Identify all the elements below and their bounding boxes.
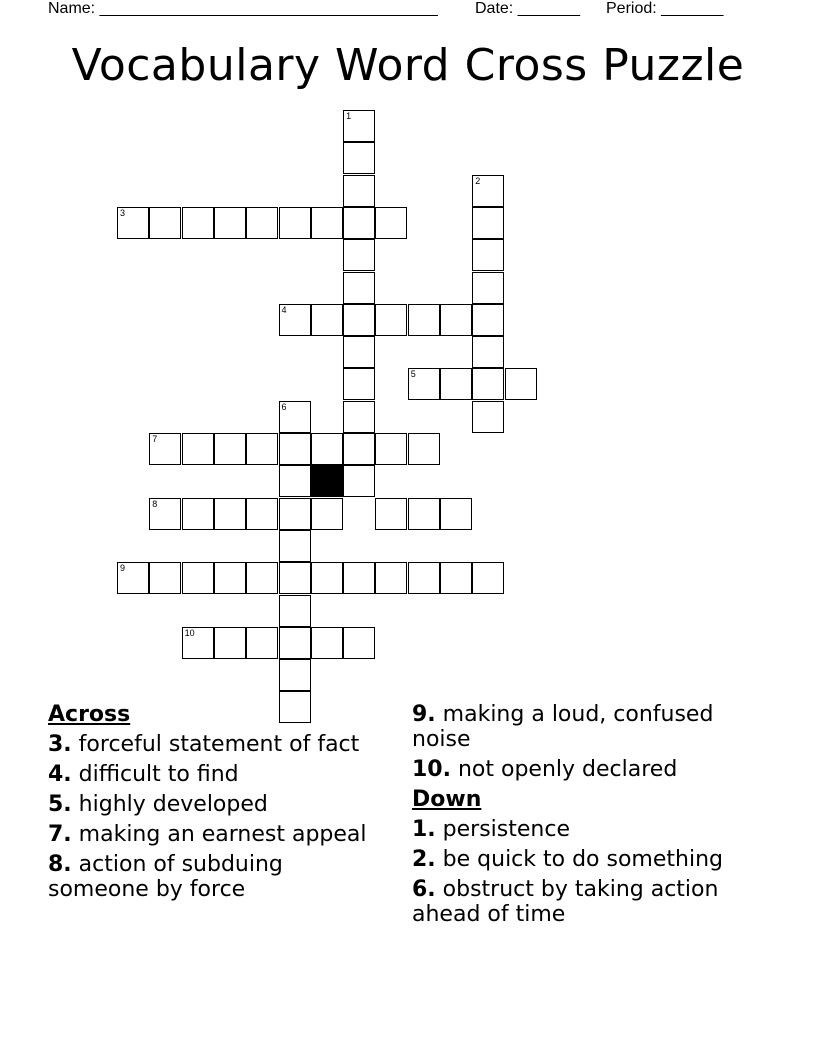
clue-number: 5.: [48, 792, 72, 817]
crossword-cell[interactable]: [279, 530, 311, 562]
crossword-cell[interactable]: [246, 498, 278, 530]
crossword-cell[interactable]: [472, 207, 504, 239]
crossword-cell[interactable]: [408, 304, 440, 336]
crossword-cell[interactable]: [408, 433, 440, 465]
clue-across-5: [48, 792, 388, 817]
crossword-cell[interactable]: [214, 627, 246, 659]
clue-text: be quick to do something: [442, 847, 723, 872]
crossword-cell[interactable]: [182, 433, 214, 465]
clue-text: highly developed: [78, 792, 268, 817]
crossword-cell[interactable]: [343, 239, 375, 271]
crossword-cell[interactable]: [182, 498, 214, 530]
crossword-cell[interactable]: [375, 498, 407, 530]
crossword-cell[interactable]: [343, 272, 375, 304]
crossword-cell[interactable]: [343, 110, 375, 142]
crossword-cell[interactable]: [343, 465, 375, 497]
crossword-cell[interactable]: [505, 368, 537, 400]
clue-across-10: [412, 757, 752, 782]
crossword-cell[interactable]: [149, 562, 181, 594]
clue-number: 10.: [412, 757, 451, 782]
crossword-cell[interactable]: [343, 627, 375, 659]
clue-down-6: [412, 877, 752, 927]
crossword-cell[interactable]: [279, 595, 311, 627]
crossword-cell[interactable]: [311, 207, 343, 239]
crossword-cell[interactable]: [214, 498, 246, 530]
crossword-cell[interactable]: [279, 433, 311, 465]
crossword-cell[interactable]: [343, 304, 375, 336]
crossword-cell[interactable]: [246, 207, 278, 239]
crossword-cell[interactable]: [311, 562, 343, 594]
black-cell: [311, 465, 343, 497]
crossword-cell[interactable]: [472, 562, 504, 594]
clue-number: 9.: [412, 702, 436, 727]
crossword-cell[interactable]: [343, 433, 375, 465]
name-field-label[interactable]: Name: ______________________________________: [48, 0, 438, 17]
crossword-cell[interactable]: [343, 336, 375, 368]
clue-text: making an earnest appeal: [78, 822, 367, 847]
crossword-cell[interactable]: [311, 498, 343, 530]
clue-number: 4.: [48, 762, 72, 787]
cell-number: 9: [120, 563, 126, 574]
crossword-cell[interactable]: [279, 498, 311, 530]
clue-text: not openly declared: [457, 757, 678, 782]
crossword-cell[interactable]: [149, 433, 181, 465]
crossword-cell[interactable]: [440, 368, 472, 400]
crossword-cell[interactable]: [472, 368, 504, 400]
crossword-cell[interactable]: [311, 304, 343, 336]
crossword-cell[interactable]: [343, 175, 375, 207]
clue-across-9: [412, 702, 752, 752]
clue-text: forceful statement of fact: [78, 732, 360, 757]
down-heading: Down: [412, 787, 482, 812]
crossword-cell[interactable]: [149, 207, 181, 239]
crossword-cell[interactable]: [279, 304, 311, 336]
crossword-cell[interactable]: [214, 207, 246, 239]
crossword-cell[interactable]: [279, 465, 311, 497]
date-field-label[interactable]: Date: _______: [475, 0, 580, 17]
clues-right-column: [412, 702, 752, 932]
across-heading: Across: [48, 702, 131, 727]
clue-across-3: [48, 732, 388, 757]
crossword-cell[interactable]: [375, 433, 407, 465]
crossword-cell[interactable]: [472, 401, 504, 433]
clue-across-4: [48, 762, 388, 787]
crossword-cell[interactable]: [214, 433, 246, 465]
crossword-cell[interactable]: [246, 562, 278, 594]
cell-number: 8: [152, 498, 158, 509]
cell-number: 7: [152, 434, 158, 444]
crossword-cell[interactable]: [472, 336, 504, 368]
clue-number: 8.: [48, 852, 72, 877]
crossword-cell[interactable]: [375, 207, 407, 239]
clue-across-7: [48, 822, 388, 847]
cell-number: 5: [410, 369, 416, 380]
clue-number: 2.: [412, 847, 436, 872]
crossword-cell[interactable]: [472, 175, 504, 207]
crossword-cell[interactable]: [472, 272, 504, 304]
crossword-cell[interactable]: [343, 562, 375, 594]
crossword-cell[interactable]: [440, 304, 472, 336]
crossword-cell[interactable]: [343, 142, 375, 174]
cell-number: 4: [281, 304, 287, 315]
crossword-cell[interactable]: [311, 627, 343, 659]
clues-left-column: [48, 702, 388, 907]
crossword-cell[interactable]: [343, 368, 375, 400]
crossword-cell[interactable]: [408, 498, 440, 530]
clue-text: making a loud, confused noise: [412, 702, 714, 752]
clue-down-1: [412, 817, 752, 842]
cell-number: 6: [281, 401, 287, 412]
clue-text: difficult to find: [78, 762, 239, 787]
crossword-cell[interactable]: [472, 304, 504, 336]
crossword-cell[interactable]: [408, 368, 440, 400]
clue-across-8: [48, 852, 388, 902]
crossword-cell[interactable]: [440, 498, 472, 530]
period-field-label[interactable]: Period: _______: [606, 0, 724, 17]
crossword-cell[interactable]: [279, 659, 311, 691]
crossword-cell[interactable]: [279, 627, 311, 659]
clue-text: action of subduing someone by force: [48, 852, 283, 902]
crossword-cell[interactable]: [279, 562, 311, 594]
clue-number: 6.: [412, 877, 436, 902]
clue-number: 7.: [48, 822, 72, 847]
crossword-cell[interactable]: [279, 207, 311, 239]
cell-number: 10: [184, 627, 195, 638]
crossword-cell[interactable]: [246, 433, 278, 465]
clue-text: persistence: [442, 817, 570, 842]
crossword-cell[interactable]: [149, 498, 181, 530]
crossword-cell[interactable]: [182, 562, 214, 594]
crossword-cell[interactable]: [182, 207, 214, 239]
page-title: Vocabulary Word Cross Puzzle: [71, 40, 745, 91]
crossword-cell[interactable]: [246, 627, 278, 659]
crossword-cell[interactable]: [343, 401, 375, 433]
clue-number: 3.: [48, 732, 72, 757]
crossword-cell[interactable]: [279, 401, 311, 433]
crossword-cell[interactable]: [117, 207, 149, 239]
crossword-cell[interactable]: [214, 562, 246, 594]
crossword-cell[interactable]: [375, 304, 407, 336]
cell-number: 1: [346, 111, 352, 121]
crossword-cell[interactable]: [472, 239, 504, 271]
cell-number: 3: [120, 207, 126, 218]
crossword-cell[interactable]: [408, 562, 440, 594]
crossword-cell[interactable]: [440, 562, 472, 594]
crossword-cell[interactable]: [117, 562, 149, 594]
clue-number: 1.: [412, 817, 436, 842]
clue-text: obstruct by taking action ahead of time: [412, 877, 719, 927]
cell-number: 2: [475, 175, 481, 186]
crossword-cell[interactable]: [311, 433, 343, 465]
crossword-cell[interactable]: [375, 562, 407, 594]
crossword-cell[interactable]: [343, 207, 375, 239]
crossword-cell[interactable]: [182, 627, 214, 659]
clue-down-2: [412, 847, 752, 872]
